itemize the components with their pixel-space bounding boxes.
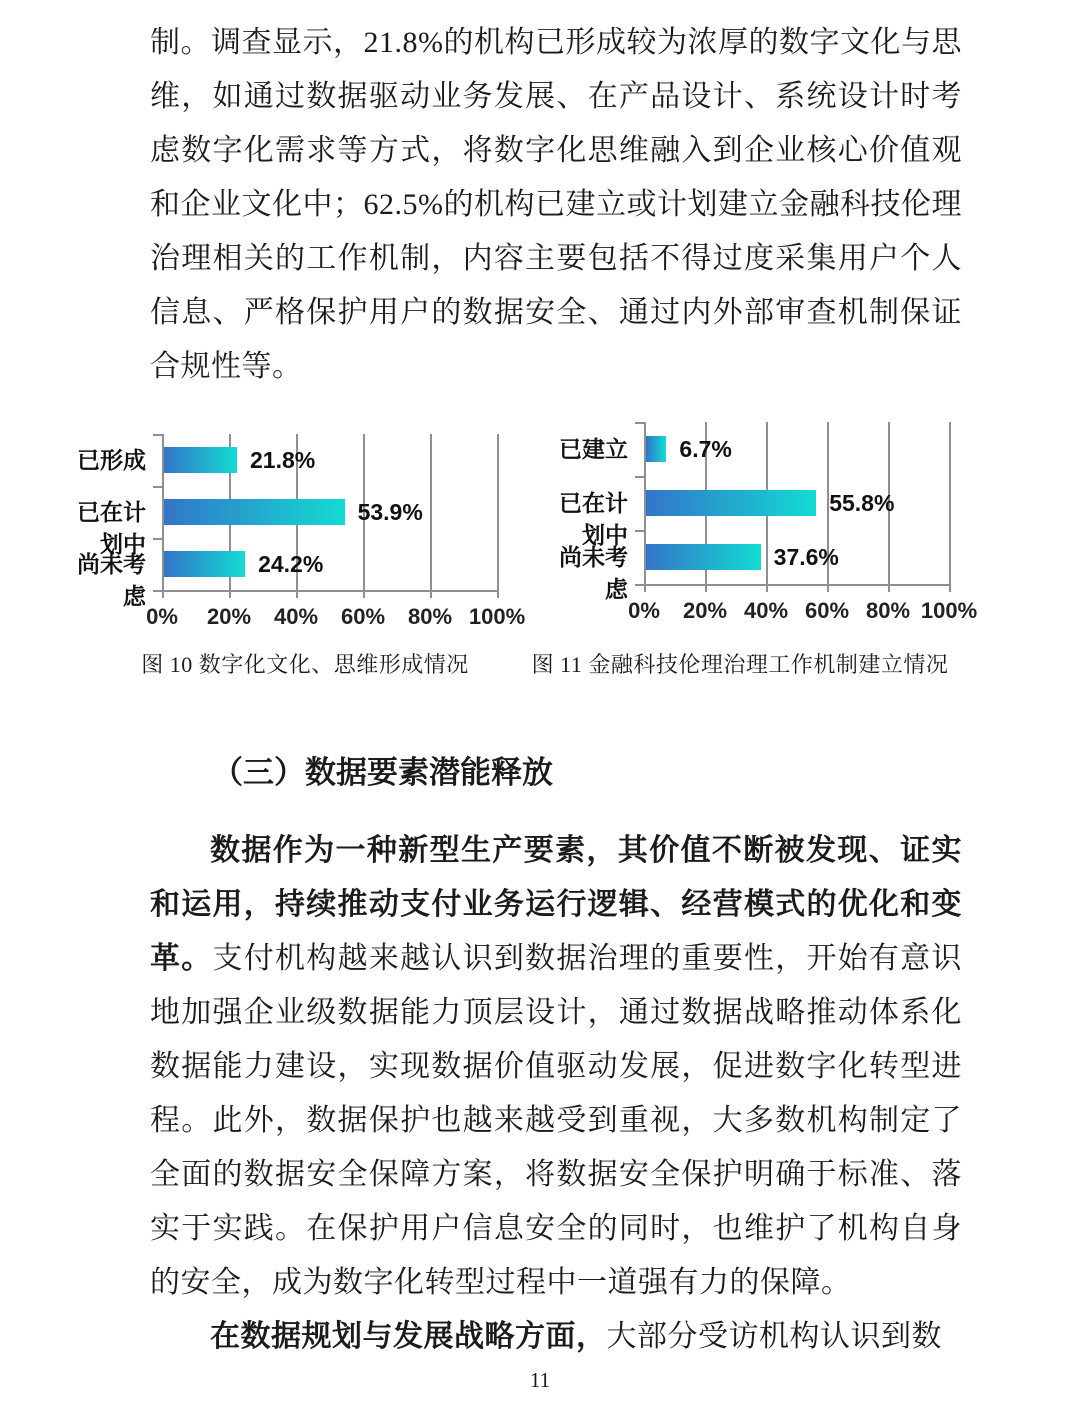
- x-tick-label: 0%: [628, 598, 660, 623]
- y-axis-tick: [635, 476, 644, 478]
- data-bar: [164, 499, 345, 525]
- x-axis-line: [153, 590, 499, 592]
- category-label: 尚未考虑: [559, 544, 628, 602]
- text-segment: 数据作为一种新型生产要素，其价值不断被发现、证实和运用，持续推动支付业务运行逻辑、经营模式的优化和变革。: [150, 834, 962, 975]
- x-tick-label: 80%: [407, 604, 453, 629]
- x-tick-label: 20%: [206, 604, 252, 629]
- gridline: [430, 434, 432, 598]
- y-axis-tick: [153, 538, 162, 540]
- paragraph-data-element: [150, 824, 962, 1310]
- text-segment: 大部分受访机构认识到数: [606, 1320, 942, 1353]
- data-bar: [646, 436, 666, 462]
- text-segment: 制。调查显示，21.8%的机构已形成较为浓厚的数字文化与思维，如通过数据驱动业务发展、在产品设计、系统设计时考虑数字化需求等方式，将数字化思维融入到企业核心价值观和企业文化中；62.5%的机构已建立或计划建立金融科技伦理治理相关的工作机制，内容主要包括不得过度采集用户个人信息、严格保护用户的数据安全、通过内外部审查机制保证合规性等。: [150, 26, 962, 383]
- y-axis-tick: [635, 422, 644, 424]
- category-label: 已建立: [559, 436, 628, 462]
- x-tick-label: 100%: [468, 604, 526, 629]
- data-bar: [164, 551, 245, 577]
- paragraph-data-planning: [150, 1310, 962, 1364]
- x-tick-label: 40%: [743, 598, 789, 623]
- x-tick-label: 100%: [920, 598, 978, 623]
- data-bar: [646, 544, 761, 570]
- x-tick-label: 0%: [146, 604, 178, 629]
- bar-chart-fig10: [60, 428, 525, 678]
- category-label: 已在计划中: [559, 490, 628, 548]
- figure-caption-fig10: 图 10 数字化文化、思维形成情况: [141, 652, 469, 677]
- x-tick-label: 80%: [865, 598, 911, 623]
- y-axis-tick: [153, 486, 162, 488]
- data-bar: [646, 490, 816, 516]
- bar-value-label: 24.2%: [258, 551, 324, 577]
- x-tick-label: 20%: [682, 598, 728, 623]
- bar-value-label: 37.6%: [773, 544, 839, 570]
- gridline: [949, 422, 951, 592]
- x-tick-label: 60%: [804, 598, 850, 623]
- section-heading: （三）数据要素潜能释放: [212, 755, 553, 790]
- x-tick-label: 60%: [340, 604, 386, 629]
- category-label: 尚未考虑: [77, 551, 146, 609]
- y-axis-tick: [635, 530, 644, 532]
- category-label: 已在计划中: [77, 499, 146, 557]
- text-segment: 在数据规划与发展战略方面，: [210, 1320, 607, 1353]
- bar-value-label: 6.7%: [679, 436, 732, 462]
- bar-value-label: 53.9%: [357, 499, 423, 525]
- bar-chart-fig11: [540, 416, 1010, 666]
- text-segment: 支付机构越来越认识到数据治理的重要性，开始有意识地加强企业级数据能力顶层设计，通过数据战略推动体系化数据能力建设，实现数据价值驱动发展，促进数字化转型进程。此外，数据保护也越来越受到重视，大多数机构制定了全面的数据安全保障方案，将数据安全保护明确于标准、落实于实践。在保护用户信息安全的同时，也维护了机构自身的安全，成为数字化转型过程中一道强有力的保障。: [150, 942, 963, 1299]
- figure-caption-fig11: 图 11 金融科技伦理治理工作机制建立情况: [531, 652, 949, 677]
- x-axis-line: [635, 584, 951, 586]
- page-number: 11: [529, 1368, 551, 1392]
- x-tick-label: 40%: [273, 604, 319, 629]
- bar-value-label: 21.8%: [250, 447, 316, 473]
- figures-row: [0, 416, 1080, 686]
- gridline: [497, 434, 499, 598]
- paragraph-digital-culture: [150, 0, 962, 394]
- category-label: 已形成: [77, 447, 146, 473]
- data-bar: [164, 447, 237, 473]
- bar-value-label: 55.8%: [829, 490, 895, 516]
- y-axis-tick: [153, 434, 162, 436]
